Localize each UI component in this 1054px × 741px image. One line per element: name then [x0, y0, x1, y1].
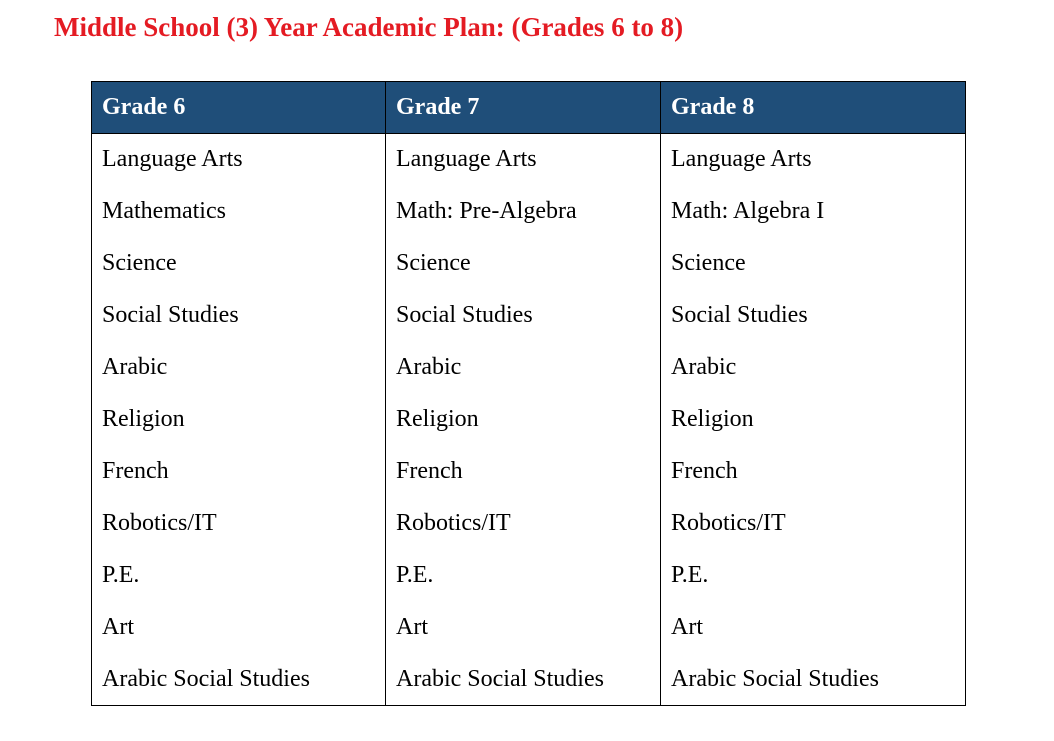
table-cell: French: [92, 446, 386, 498]
table-row: [92, 238, 966, 290]
table-row: [92, 654, 966, 706]
table-cell: Robotics/IT: [386, 498, 661, 550]
table-cell: P.E.: [92, 550, 386, 602]
table-cell: Science: [92, 238, 386, 290]
table-row: [92, 394, 966, 446]
table-cell: Arabic Social Studies: [92, 654, 386, 706]
academic-plan-table: [91, 81, 966, 706]
table-cell: Language Arts: [661, 134, 966, 186]
table-row: [92, 446, 966, 498]
table-cell: French: [386, 446, 661, 498]
table-cell: Mathematics: [92, 186, 386, 238]
table-row: [92, 134, 966, 186]
table-cell: Arabic Social Studies: [661, 654, 966, 706]
table-cell: Arabic: [386, 342, 661, 394]
table-cell: Language Arts: [386, 134, 661, 186]
table-cell: Religion: [386, 394, 661, 446]
header-row: [92, 82, 966, 134]
column-header-grade-6: Grade 6: [92, 82, 386, 134]
table-row: [92, 550, 966, 602]
table-cell: Art: [92, 602, 386, 654]
table-cell: Arabic Social Studies: [386, 654, 661, 706]
table-cell: Art: [661, 602, 966, 654]
table-header: [92, 82, 966, 134]
table-cell: Religion: [92, 394, 386, 446]
table-cell: Robotics/IT: [661, 498, 966, 550]
table-cell: P.E.: [386, 550, 661, 602]
table-cell: Arabic: [661, 342, 966, 394]
table-cell: Social Studies: [92, 290, 386, 342]
table-row: [92, 342, 966, 394]
table-cell: Arabic: [92, 342, 386, 394]
table-row: [92, 186, 966, 238]
table-cell: Language Arts: [92, 134, 386, 186]
table-cell: Math: Pre-Algebra: [386, 186, 661, 238]
table-row: [92, 602, 966, 654]
table-cell: Social Studies: [386, 290, 661, 342]
table-cell: P.E.: [661, 550, 966, 602]
table-row: [92, 498, 966, 550]
column-header-grade-8: Grade 8: [661, 82, 966, 134]
table-cell: French: [661, 446, 966, 498]
table-cell: Math: Algebra I: [661, 186, 966, 238]
table-body: [92, 134, 966, 706]
table-cell: Religion: [661, 394, 966, 446]
page-title: Middle School (3) Year Academic Plan: (Grades 6 to 8): [54, 12, 684, 42]
table-cell: Science: [661, 238, 966, 290]
table-cell: Robotics/IT: [92, 498, 386, 550]
table-cell: Social Studies: [661, 290, 966, 342]
column-header-grade-7: Grade 7: [386, 82, 661, 134]
table-cell: Art: [386, 602, 661, 654]
table-row: [92, 290, 966, 342]
table-cell: Science: [386, 238, 661, 290]
